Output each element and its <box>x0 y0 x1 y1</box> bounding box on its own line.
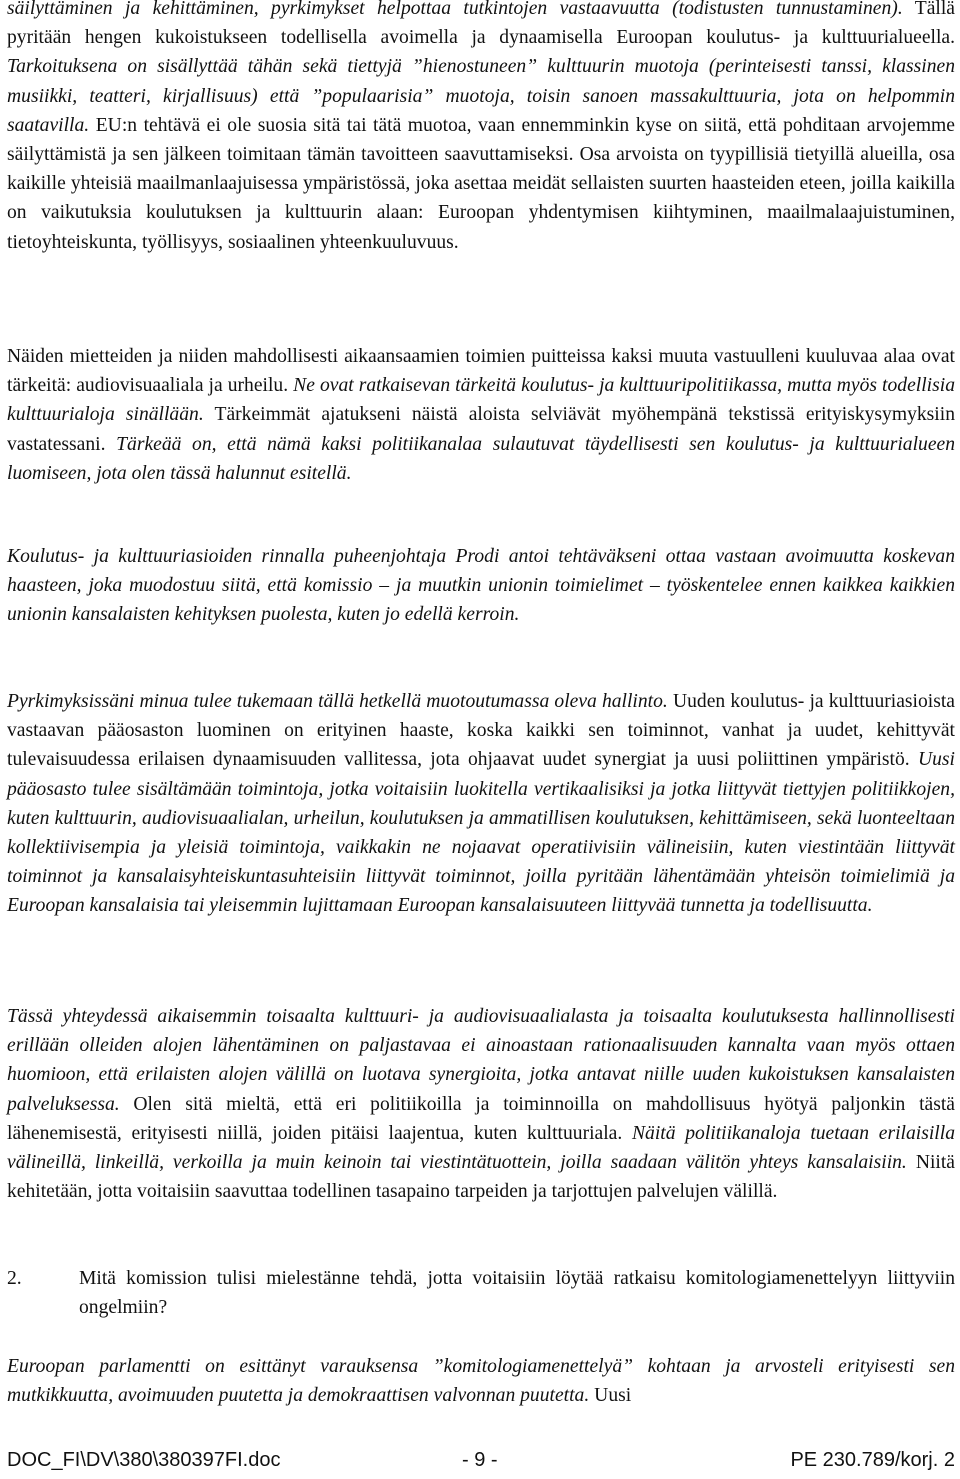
paragraph-1-text-1: Tällä pyritään hengen kukoistukseen todellisella avoimella ja dynaamisella Euroopan koulutus- ja kulttuurialueella. <box>7 0 955 49</box>
question-number: 2. <box>7 1268 22 1289</box>
paragraph-5-text-1: Olen sitä mieltä, että eri politiikoilla ja toiminnoilla on mahdollisuus hyötyä paljonkin tästä lähenemisestä, erityisesti niillä, joiden pitäisi laajentua, kuten kulttuuriala. <box>7 1093 955 1144</box>
paragraph-5-italic-2: Näitä politiikanaloja tuetaan erilaisilla välineillä, linkeillä, verkoilla ja muin keinoin tai viestintätuottein, joilla saadaan välitön yhteys kansalaisiin. <box>7 1122 955 1174</box>
paragraph-4 <box>7 687 955 921</box>
paragraph-6-italic-1: Euroopan parlamentti on esittänyt varauksensa ”komitologiamenettelyä” kohtaan ja arvosteli erityisesti sen mutkikkuutta, avoimuuden puutetta ja demokraattisen valvonnan puutetta. <box>7 1356 955 1407</box>
footer-page-number: - 9 - <box>462 1449 498 1471</box>
paragraph-2-italic-1: Ne ovat ratkaisevan tärkeitä koulutus- ja kulttuuripolitiikassa, mutta myös todellisia kulttuurialoja sinällään. <box>7 375 955 426</box>
paragraph-2-italic-2: Tärkeää on, että nämä kaksi politiikanalaa sulautuvat täydellisesti sen koulutus- ja kulttuurialueen luomiseen, jota olen tässä halunnut esitellä. <box>7 433 956 484</box>
paragraph-5-text-2: Niitä kehitetään, jotta voitaisiin saavuttaa todellinen tasapaino tarpeiden ja tarjottujen palvelujen välillä. <box>7 1152 955 1203</box>
paragraph-2 <box>7 342 955 488</box>
paragraph-1-text-2: EU:n tehtävä ei ole suosia sitä tai tätä muotoa, vaan ennemminkin kyse on siitä, että pohditaan arvojemme säilyttämistä ja sen jälkeen toimitaan tämän tavoitteen saavuttamiseksi. <box>7 114 955 166</box>
paragraph-3-italic: Koulutus- ja kulttuuriasioiden rinnalla puheenjohtaja Prodi antoi tehtäväkseni ottaa vastaan avoimuutta koskevan haasteen, joka muodostuu siitä, että komissio – ja muutkin unionin toimielimet – työskentelee ennen kaikkea kaikkien unionin kansalaisten kehityksen puolesta, kuten jo edellä kerroin. <box>7 546 955 626</box>
paragraph-4-italic-2: Uusi pääosasto tulee sisältämään toimintoja, jotka voitaisiin luokitella vertikaalisiksi ja jotka liittyvät tiettyjen politiikkojen, kuten kulttuurin, audiovisuaalialan, urheilun, koulutuksen ja ammatillisen koulutuksen, kehittämiseen, sekä luonteeltaan kollektiivisempia ja yleisiä toimintoja, vaikkakin ne nojaavat operatiivisiin välineisiin, kuten viestintään liittyvät toiminnot ja kansalaisyhteiskuntasuhteisiin liittyvät toiminnot, joilla pyritään lähentämään yhteisön toimielimiä ja Euroopan kansalaisia tai yleisemmin lujittamaan Euroopan kansalaisuuteen liittyvää tunnetta ja todellisuutta. <box>7 749 955 917</box>
footer-document-reference: DOC_FI\DV\380\380397FI.doc <box>7 1449 281 1471</box>
paragraph-4-italic-1: Pyrkimyksissäni minua tulee tukemaan tällä hetkellä muotoutumassa oleva hallinto. <box>7 691 668 712</box>
paragraph-5-italic-1: Tässä yhteydessä aikaisemmin toisaalta kulttuuri- ja audiovisuaalialasta ja toisaalta koulutuksesta hallinnollisesti erillään olleiden alojen lähentäminen on paljastavaa ei ainoastaan rationaalisuuden kannalta vaan myös ottaen huomioon, että erilaisten alojen välillä on luotava synergioita, jotka antavat niille uuden kukoistuksen kansalaisten palveluksessa. <box>7 1006 955 1115</box>
paragraph-3 <box>7 542 955 630</box>
paragraph-1-italic-1: Tarkoituksena on sisällyttää tähän sekä tiettyjä ”hienostuneen” kulttuurin muotoja (perinteisesti tanssi, klassinen musiikki, teatteri, kirjallisuus) että ”populaarisia” muotoja, toisin sanoen massakulttuuria, jota on helpommin saatavilla. <box>7 56 955 136</box>
paragraph-5 <box>7 1002 955 1206</box>
paragraph-1-italic-lead: säilyttäminen ja kehittäminen, pyrkimykset helpottaa tutkintojen vastaavuutta (todistusten tunnustaminen). <box>7 0 903 19</box>
page-footer <box>7 1446 955 1476</box>
paragraph-1 <box>7 0 955 257</box>
paragraph-2-text-1: Näiden mietteiden ja niiden mahdollisesti aikaansaamien toimien puitteissa kaksi muuta vastuulleni kuuluvaa alaa ovat tärkeitä: audiovisuaaliala ja urheilu. <box>7 346 955 397</box>
paragraph-6 <box>7 1352 955 1410</box>
paragraph-6-text-1: Uusi <box>594 1385 632 1407</box>
question-text: Mitä komission tulisi mielestänne tehdä, jotta voitaisiin löytää ratkaisu komitologiamenettelyyn liittyviin ongelmiin? <box>79 1268 955 1319</box>
paragraph-4-text-1: Uuden koulutus- ja kulttuuriasioista vastaavan pääosaston luominen on erityinen haaste, koska kaikki sen toiminnot, vanhat ja uudet, kehittyvät tulevaisuudessa erilaisen dynaamisuuden vallitessa, jota ohjaavat uudet synergiat ja uusi poliittinen ympäristö. <box>7 691 955 771</box>
footer-pe-reference: PE 230.789/korj. 2 <box>790 1449 955 1471</box>
paragraph-1-text-3: Osa arvoista on tyypillisiä tietyillä alueilla, osa kaikille yhteisiä maailmanlaajuisessa ympäristössä, joka asettaa meidät sellaisten suurten haasteiden eteen, joilla kaikilla on vaikutuksia koulutuksen ja kulttuurin alaan: Euroopan yhdentymisen kiihtyminen, maailmalaajuistuminen, tietoyhteiskunta, työllisyys, sosiaalinen yhteenkuuluvuus. <box>7 144 955 253</box>
paragraph-2-text-2: Tärkeimmät ajatukseni näistä aloista selviävät myöhempänä tekstissä erityiskysymyksiin vastatessani. <box>7 404 955 455</box>
